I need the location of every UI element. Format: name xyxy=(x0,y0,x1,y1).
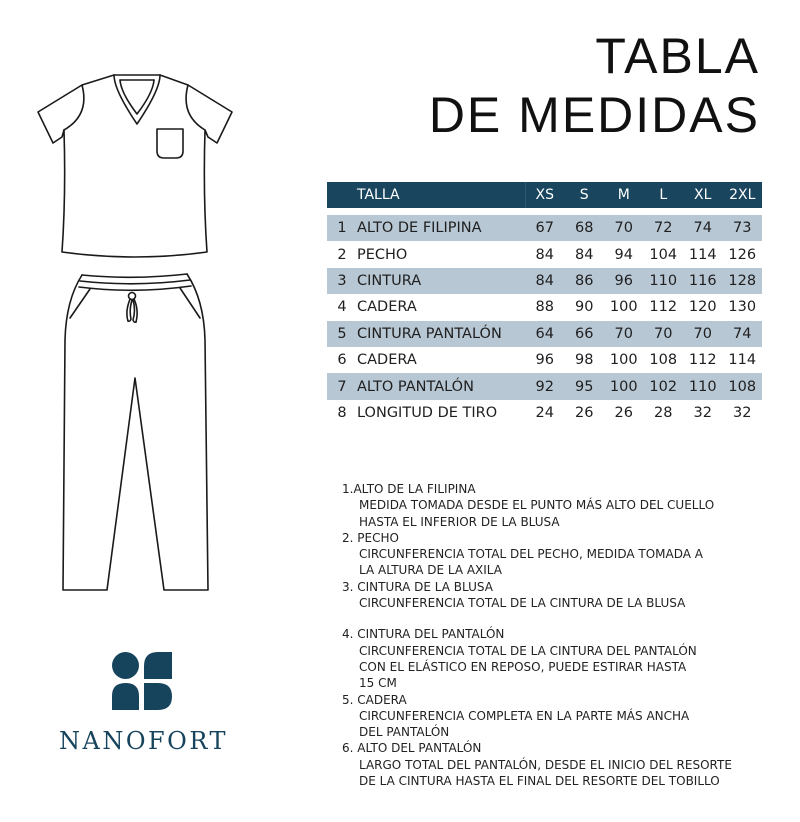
size-value-cell: 128 xyxy=(728,272,757,289)
size-value-cell: 72 xyxy=(654,220,673,237)
size-value-cell: 112 xyxy=(688,352,717,369)
size-value-cell: 24 xyxy=(535,404,554,421)
note-description-line: CON EL ELÁSTICO EN REPOSO, PUEDE ESTIRAR HASTA xyxy=(359,659,687,674)
size-value-cell: 110 xyxy=(649,272,678,289)
size-value-cell: 66 xyxy=(575,325,594,342)
size-value-cell: 96 xyxy=(535,352,554,369)
row-label: CADERA xyxy=(357,299,417,316)
row-number: 5 xyxy=(337,325,347,342)
table-row xyxy=(327,347,762,373)
row-number: 8 xyxy=(337,404,347,421)
size-value-cell: 120 xyxy=(688,299,717,316)
note-heading: 6. ALTO DEL PANTALÓN xyxy=(342,741,482,756)
note-description-line: LARGO TOTAL DEL PANTALÓN, DESDE EL INICIO DEL RESORTE xyxy=(359,757,732,772)
size-value-cell: 70 xyxy=(614,325,633,342)
logo-top-right-mark xyxy=(144,652,172,679)
logo-circle-mark xyxy=(112,652,139,679)
note-heading: 5. CADERA xyxy=(342,692,407,707)
size-value-cell: 32 xyxy=(693,404,712,421)
logo-bottom-right-mark xyxy=(144,683,172,710)
row-number: 2 xyxy=(337,246,347,263)
size-value-cell: 90 xyxy=(575,299,594,316)
note-description-line: LA ALTURA DE LA AXILA xyxy=(359,563,502,578)
note-description-line: 15 CM xyxy=(359,676,397,691)
header-size: 2XL xyxy=(729,187,756,203)
measurement-notes xyxy=(342,481,782,789)
size-value-cell: 114 xyxy=(688,246,717,263)
row-label: PECHO xyxy=(357,246,408,263)
size-value-cell: 116 xyxy=(688,272,717,289)
table-row xyxy=(327,321,762,347)
table-row xyxy=(327,241,762,267)
note-heading: 2. PECHO xyxy=(342,530,399,545)
note-heading: 3. CINTURA DE LA BLUSA xyxy=(342,579,493,594)
row-label: CINTURA xyxy=(357,272,422,289)
row-label: CADERA xyxy=(357,352,417,369)
size-value-cell: 102 xyxy=(649,378,678,395)
table-row xyxy=(327,215,762,241)
size-value-cell: 32 xyxy=(733,404,752,421)
size-value-cell: 108 xyxy=(728,378,757,395)
row-number: 6 xyxy=(337,352,347,369)
header-size: S xyxy=(579,187,589,203)
size-table xyxy=(327,182,762,426)
size-value-cell: 88 xyxy=(535,299,554,316)
page-title-line-1: TABLA xyxy=(595,28,760,84)
note-description-line: MEDIDA TOMADA DESDE EL PUNTO MÁS ALTO DEL CUELLO xyxy=(359,498,715,513)
row-number: 4 xyxy=(337,299,347,316)
size-value-cell: 100 xyxy=(609,299,638,316)
size-table-body xyxy=(327,215,762,426)
size-value-cell: 26 xyxy=(614,404,633,421)
row-number: 3 xyxy=(337,272,347,289)
header-size: XL xyxy=(694,187,712,203)
size-value-cell: 112 xyxy=(649,299,678,316)
header-size: L xyxy=(659,187,668,203)
note-heading: 4. CINTURA DEL PANTALÓN xyxy=(342,627,505,642)
size-table-header xyxy=(327,182,762,208)
size-value-cell: 110 xyxy=(688,378,717,395)
size-value-cell: 114 xyxy=(728,352,757,369)
table-row xyxy=(327,400,762,426)
size-value-cell: 73 xyxy=(733,220,752,237)
size-value-cell: 84 xyxy=(575,246,594,263)
row-label: CINTURA PANTALÓN xyxy=(357,325,502,342)
header-divider xyxy=(525,182,526,208)
brand-name: NANOFORT xyxy=(59,727,228,755)
row-label: ALTO DE FILIPINA xyxy=(357,220,482,237)
shirt-illustration xyxy=(38,75,232,257)
size-value-cell: 68 xyxy=(575,220,594,237)
nanofort-logo xyxy=(112,652,172,710)
table-row xyxy=(327,373,762,399)
row-label: LONGITUD DE TIRO xyxy=(357,404,498,421)
row-label: ALTO PANTALÓN xyxy=(357,378,474,395)
logo-bottom-left-mark xyxy=(112,683,139,710)
size-value-cell: 94 xyxy=(614,246,633,263)
size-value-cell: 98 xyxy=(575,352,594,369)
size-value-cell: 100 xyxy=(609,378,638,395)
row-number: 1 xyxy=(337,220,347,237)
page-title-line-2: DE MEDIDAS xyxy=(428,87,760,143)
header-size: M xyxy=(617,187,630,203)
size-value-cell: 70 xyxy=(614,220,633,237)
size-value-cell: 86 xyxy=(575,272,594,289)
size-value-cell: 70 xyxy=(693,325,712,342)
note-description-line: CIRCUNFERENCIA TOTAL DE LA CINTURA DE LA BLUSA xyxy=(359,596,686,611)
note-description-line: DE LA CINTURA HASTA EL FINAL DEL RESORTE DEL TOBILLO xyxy=(359,774,720,789)
size-value-cell: 84 xyxy=(535,246,554,263)
note-description-line: DEL PANTALÓN xyxy=(359,725,450,740)
notes-group-blouse xyxy=(342,481,782,611)
size-value-cell: 74 xyxy=(693,220,712,237)
size-value-cell: 108 xyxy=(649,352,678,369)
size-value-cell: 92 xyxy=(535,378,554,395)
size-value-cell: 84 xyxy=(535,272,554,289)
row-number: 7 xyxy=(337,378,347,395)
notes-group-pants xyxy=(342,626,782,789)
size-value-cell: 104 xyxy=(649,246,678,263)
size-value-cell: 126 xyxy=(728,246,757,263)
size-value-cell: 130 xyxy=(728,299,757,316)
table-row xyxy=(327,268,762,294)
pants-illustration xyxy=(63,274,208,590)
note-description-line: HASTA EL INFERIOR DE LA BLUSA xyxy=(359,514,560,529)
size-value-cell: 26 xyxy=(575,404,594,421)
note-heading: 1.ALTO DE LA FILIPINA xyxy=(342,482,476,496)
table-row xyxy=(327,294,762,320)
note-description-line: CIRCUNFERENCIA COMPLETA EN LA PARTE MÁS ANCHA xyxy=(359,708,690,723)
size-value-cell: 70 xyxy=(654,325,673,342)
note-description-line: CIRCUNFERENCIA TOTAL DEL PECHO, MEDIDA TOMADA A xyxy=(359,547,703,562)
size-value-cell: 95 xyxy=(575,378,594,395)
header-talla: TALLA xyxy=(357,187,400,203)
size-value-cell: 74 xyxy=(733,325,752,342)
note-description-line: CIRCUNFERENCIA TOTAL DE LA CINTURA DEL PANTALÓN xyxy=(359,643,697,658)
size-value-cell: 100 xyxy=(609,352,638,369)
size-value-cell: 64 xyxy=(535,325,554,342)
size-value-cell: 96 xyxy=(614,272,633,289)
size-value-cell: 28 xyxy=(654,404,673,421)
header-size: XS xyxy=(535,187,554,203)
size-value-cell: 67 xyxy=(535,220,554,237)
